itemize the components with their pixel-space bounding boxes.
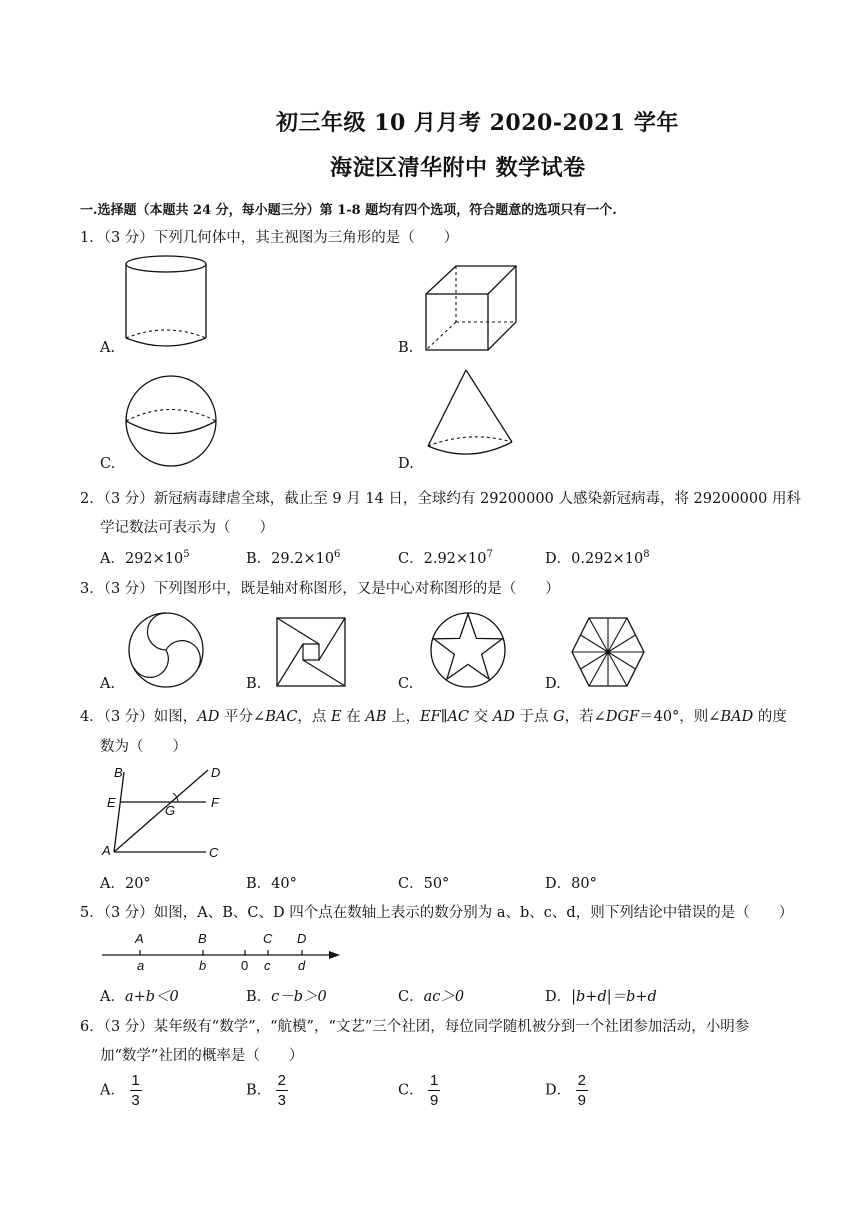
q5-option-d-value: |b+d|＝b+d [571,989,657,1005]
q4-stem-var: BAC [265,709,298,725]
q4-label-g: G [165,803,176,818]
q4-stem-var: DGF [605,709,640,725]
q3-circle-arcs-figure [126,610,206,690]
q5-point-d-upper: D [297,931,307,946]
exam-title: 初三年级 10 月月考 2020-2021 学年 [276,110,679,136]
q4-stem-part: ，若∠ [564,709,606,725]
q5-option-c-label: C． [398,989,424,1005]
q5-option-b [246,985,327,1006]
q6-option-b-label: B． [246,1082,272,1099]
q4-stem-var: EF [420,709,441,725]
q4-stem-var: AC [447,709,470,725]
q1-option-c-label: C. [100,456,116,472]
q4-stem-part: ＝40°，则∠ [639,709,721,725]
q1-option-d-label: D. [398,456,414,472]
q4-option-a-label: A． [100,876,125,892]
q4-label-f: F [211,795,219,810]
q4-stem-part: 交 [469,709,493,725]
q3-option-b-label: B. [246,676,262,692]
q1-option-b-label: B. [398,340,414,356]
q2-option-d-base: 0.292×10 [571,551,644,567]
q1-cylinder-figure [118,252,218,352]
q4-stem-var: AD [197,709,220,725]
q6-option-b-fraction [276,1073,288,1108]
q6-stem-line2: 加“数学”社团的概率是（ ） [100,1048,304,1064]
q6-option-d-den: 9 [577,1092,586,1109]
q4-label-b: B [114,765,123,780]
q2-option-b-base: 29.2×10 [271,551,335,567]
q6-option-d [545,1073,588,1108]
q6-option-c-num: 1 [430,1072,439,1089]
exam-subtitle: 海淀区清华附中 数学试卷 [330,155,586,181]
q4-stem-var: AB [365,709,387,725]
q4-label-c: C [209,845,219,860]
q2-option-c-label: C． [398,551,424,567]
q4-option-a [100,872,151,893]
q4-stem-var: G [553,709,565,725]
q5-point-b-lower: b [199,958,207,973]
q2-option-b [246,547,340,568]
q5-point-d-lower: d [298,958,306,973]
q4-label-a: A [102,843,111,858]
q6-option-a-label: A． [100,1082,125,1099]
q2-option-a [100,547,190,568]
q4-stem-part: 平分∠ [219,709,266,725]
q1-stem: 1．（3 分）下列几何体中，其主视图为三角形的是（ ） [80,230,459,246]
q3-square-pinwheel-figure [275,616,347,688]
q4-stem-part: 在 [341,709,366,725]
q4-option-b [246,872,297,893]
q5-point-zero-lower: 0 [241,958,249,973]
q5-point-b-upper: B [198,931,207,946]
q6-option-c-label: C． [398,1082,424,1099]
q5-option-a-value: a+b＜0 [124,989,179,1005]
q4-option-c-label: C． [398,876,424,892]
q2-option-c-base: 2.92×10 [423,551,487,567]
q5-point-c-upper: C [263,931,273,946]
q2-option-d-exp: 8 [643,549,650,561]
q6-option-a-den: 3 [131,1092,140,1109]
q6-option-c-den: 9 [430,1092,439,1109]
q4-stem-part: 于点 [514,709,554,725]
q1-sphere-figure [124,374,220,470]
q2-option-b-exp: 6 [334,549,341,561]
q4-stem-line1 [80,705,787,726]
q4-stem-line2: 数为（ ） [100,739,187,755]
q3-option-d-label: D. [545,676,561,692]
q2-option-a-label: A． [100,551,125,567]
q2-option-d-label: D． [545,551,572,567]
q3-option-a-label: A. [100,676,116,692]
q2-option-a-exp: 5 [183,549,190,561]
q4-stem-var: AD [492,709,515,725]
q5-option-a [100,985,179,1006]
q3-stem: 3．（3 分）下列图形中，既是轴对称图形，又是中心对称图形的是（ ） [80,581,560,597]
q2-stem-line1: 2．（3 分）新冠病毒肆虐全球，截止至 9 月 14 日，全球约有 29200000 人感染新冠病毒，将 29200000 用科 [80,491,801,507]
q6-option-b [246,1073,288,1108]
q2-option-b-label: B． [246,551,272,567]
q3-circle-star-figure [428,610,508,690]
q5-option-b-value: c－b＞0 [271,989,327,1005]
q4-option-b-label: B． [246,876,272,892]
q4-stem-part: ∥ [440,709,448,725]
q4-option-b-value: 40° [271,876,297,892]
q4-option-c-value: 50° [423,876,450,892]
q5-option-c-value: ac＞0 [423,989,465,1005]
q5-point-c-lower: c [264,958,271,973]
q5-point-a-upper: A [135,931,144,946]
q6-option-a-num: 1 [131,1072,140,1089]
q5-stem: 5．（3 分）如图，A、B、C、D 四个点在数轴上表示的数分别为 a、b、c、d，则下列结论中错误的是（ ） [80,905,794,921]
q4-label-d: D [211,765,221,780]
q4-option-d-label: D． [545,876,572,892]
q6-option-a [100,1073,142,1108]
q6-option-d-label: D． [545,1082,572,1099]
q6-option-c-fraction [428,1073,440,1108]
q4-stem-var: E [331,709,342,725]
q5-option-c [398,985,464,1006]
q6-option-d-fraction [576,1073,588,1108]
q1-cube-figure [424,264,520,354]
q2-option-d [545,547,650,568]
q2-stem-line2: 学记数法可表示为（ ） [100,520,274,536]
q1-option-a-label: A. [100,340,116,356]
q5-option-b-label: B． [246,989,272,1005]
q5-point-a-lower: a [137,958,145,973]
q5-option-d-label: D． [545,989,572,1005]
q5-option-a-label: A． [100,989,125,1005]
q4-label-e: E [107,795,116,810]
q4-stem-part: ，点 [297,709,332,725]
q3-option-c-label: C. [398,676,414,692]
q5-option-d [545,985,657,1006]
q6-option-b-num: 2 [277,1072,286,1089]
q2-option-c [398,547,493,568]
section-heading: 一.选择题（本题共 24 分，每小题三分）第 1-8 题均有四个选项，符合题意的选项只有一个. [80,203,617,218]
q4-option-d-value: 80° [571,876,597,892]
q4-option-d [545,872,597,893]
q4-stem-part: 的度 [753,709,787,725]
q6-option-d-num: 2 [577,1072,586,1089]
q4-stem-var: BAD [720,709,754,725]
q6-stem-line1: 6．（3 分）某年级有“数学”，“航模”，“文艺”三个社团，每位同学随机被分到一个社团参加活动，小明参 [80,1019,750,1035]
q2-option-c-exp: 7 [486,549,493,561]
q6-option-a-fraction [130,1073,142,1108]
q4-stem-part: 4．（3 分）如图， [80,709,198,725]
q6-option-c [398,1073,440,1108]
q4-option-a-value: 20° [124,876,151,892]
q1-cone-figure [424,368,520,464]
q4-option-c [398,872,449,893]
q3-hexagon-figure [570,614,646,690]
q6-option-b-den: 3 [277,1092,286,1109]
q4-stem-part: 上， [386,709,421,725]
q2-option-a-base: 292×10 [124,551,184,567]
